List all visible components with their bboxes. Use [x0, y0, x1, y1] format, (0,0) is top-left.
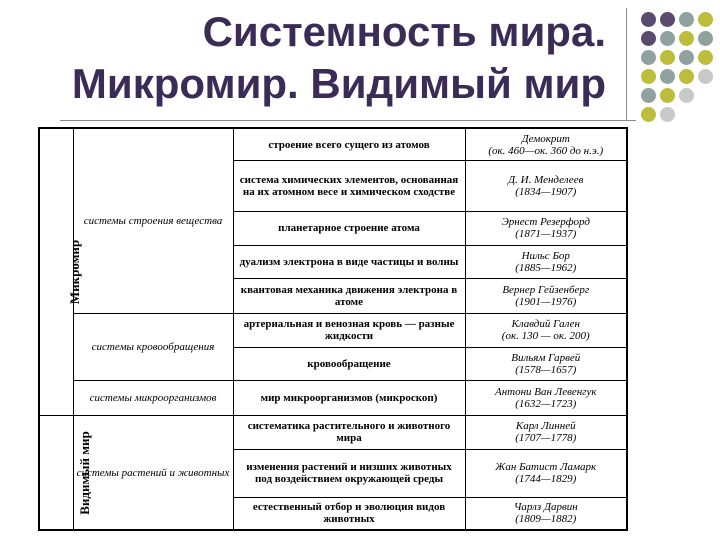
row-scientist	[465, 416, 627, 450]
scientist-dates: (1744—1829)	[515, 473, 577, 486]
row-description: систематика растительного и животного мира	[233, 416, 465, 450]
dot-icon	[660, 31, 675, 46]
scientist-name: Эрнест Резерфорд	[501, 216, 590, 229]
row-scientist	[465, 128, 627, 161]
dot-icon	[698, 50, 713, 65]
scientist-dates: (ок. 130 — ок. 200)	[501, 330, 590, 343]
world-cell-micro	[39, 128, 83, 416]
slide-title-line-2: Микромир. Видимый мир	[71, 60, 606, 107]
row-scientist	[465, 497, 627, 530]
world-cell-visible	[39, 416, 92, 530]
scientist-dates: (1632—1723)	[515, 398, 577, 411]
system-cell-circulation: системы кровообращения	[73, 314, 233, 381]
dot-icon	[641, 50, 656, 65]
scientist-dates: (1707—1778)	[515, 432, 577, 445]
scientist-dates: (ок. 460—ок. 360 до н.э.)	[488, 144, 604, 157]
systems-table	[38, 127, 628, 531]
row-scientist	[465, 279, 627, 314]
scientist-name: Демокрит	[521, 132, 570, 145]
dot-icon	[660, 107, 675, 122]
scientist-name: Вильям Гарвей	[511, 352, 581, 365]
row-scientist	[465, 381, 627, 416]
row-scientist	[465, 314, 627, 348]
row-scientist	[465, 212, 627, 246]
dot-icon	[660, 88, 675, 103]
dot-icon	[641, 88, 656, 103]
scientist-name: Чарлз Дарвин	[513, 501, 578, 514]
dot-icon	[698, 12, 713, 27]
slide-title	[40, 6, 606, 110]
dot-icon	[641, 107, 656, 122]
row-description: естественный отбор и эволюция видов животных	[233, 497, 465, 530]
table-row	[39, 314, 627, 348]
row-description: артериальная и венозная кровь — разные жидкости	[233, 314, 465, 348]
scientist-name: Д. И. Менделеев	[508, 174, 584, 187]
scientist-dates: (1578—1657)	[515, 364, 577, 377]
table-row	[39, 128, 627, 161]
scientist-name: Карл Линней	[515, 420, 576, 433]
row-scientist	[465, 161, 627, 212]
row-description: квантовая механика движения электрона в атоме	[233, 279, 465, 314]
dot-icon	[679, 88, 694, 103]
row-description: планетарное строение атома	[233, 212, 465, 246]
dot-icon	[679, 12, 694, 27]
world-label-micro: Микромир	[67, 239, 83, 305]
table-row	[39, 381, 627, 416]
dot-icon	[679, 31, 694, 46]
scientist-dates: (1885—1962)	[515, 262, 577, 275]
scientist-name: Клавдий Гален	[511, 318, 580, 331]
scientist-name: Вернер Гейзенберг	[502, 284, 590, 297]
dot-icon	[660, 50, 675, 65]
system-cell-plants-animals: системы растений и животных	[73, 416, 233, 530]
row-description: дуализм электрона в виде частицы и волны	[233, 245, 465, 279]
dot-icon	[641, 69, 656, 84]
dot-icon	[660, 12, 675, 27]
scientist-dates: (1871—1937)	[515, 228, 577, 241]
row-description: мир микроорганизмов (микроскоп)	[233, 381, 465, 416]
row-description: изменения растений и низших животных под воздействием окружающей среды	[233, 449, 465, 497]
scientist-dates: (1901—1976)	[515, 296, 577, 309]
system-cell-matter: системы строения вещества	[73, 128, 233, 314]
scientist-name: Нильс Бор	[521, 250, 570, 263]
dot-icon	[679, 50, 694, 65]
system-cell-microorganisms: системы микроорганизмов	[73, 381, 233, 416]
row-description: строение всего сущего из атомов	[233, 128, 465, 161]
scientist-name: Антони Ван Левенгук	[494, 386, 597, 399]
title-horizontal-rule	[60, 120, 636, 121]
row-description: система химических элементов, основанная на их атомном весе и химическом сходстве	[233, 161, 465, 212]
slide-title-line-1: Системность мира.	[202, 8, 606, 55]
scientist-dates: (1809—1882)	[515, 513, 577, 526]
row-scientist	[465, 449, 627, 497]
dot-icon	[660, 69, 675, 84]
row-description: кровообращение	[233, 347, 465, 381]
dot-icon	[698, 31, 713, 46]
dot-icon	[698, 69, 713, 84]
dot-icon	[641, 12, 656, 27]
table-row	[39, 416, 627, 450]
world-label-visible: Видимый мир	[76, 430, 92, 515]
scientist-dates: (1834—1907)	[515, 186, 577, 199]
title-vertical-rule	[626, 8, 627, 120]
row-scientist	[465, 347, 627, 381]
scientist-name: Жан Батист Ламарк	[495, 461, 597, 474]
dot-icon	[679, 69, 694, 84]
dot-icon	[641, 31, 656, 46]
row-scientist	[465, 245, 627, 279]
